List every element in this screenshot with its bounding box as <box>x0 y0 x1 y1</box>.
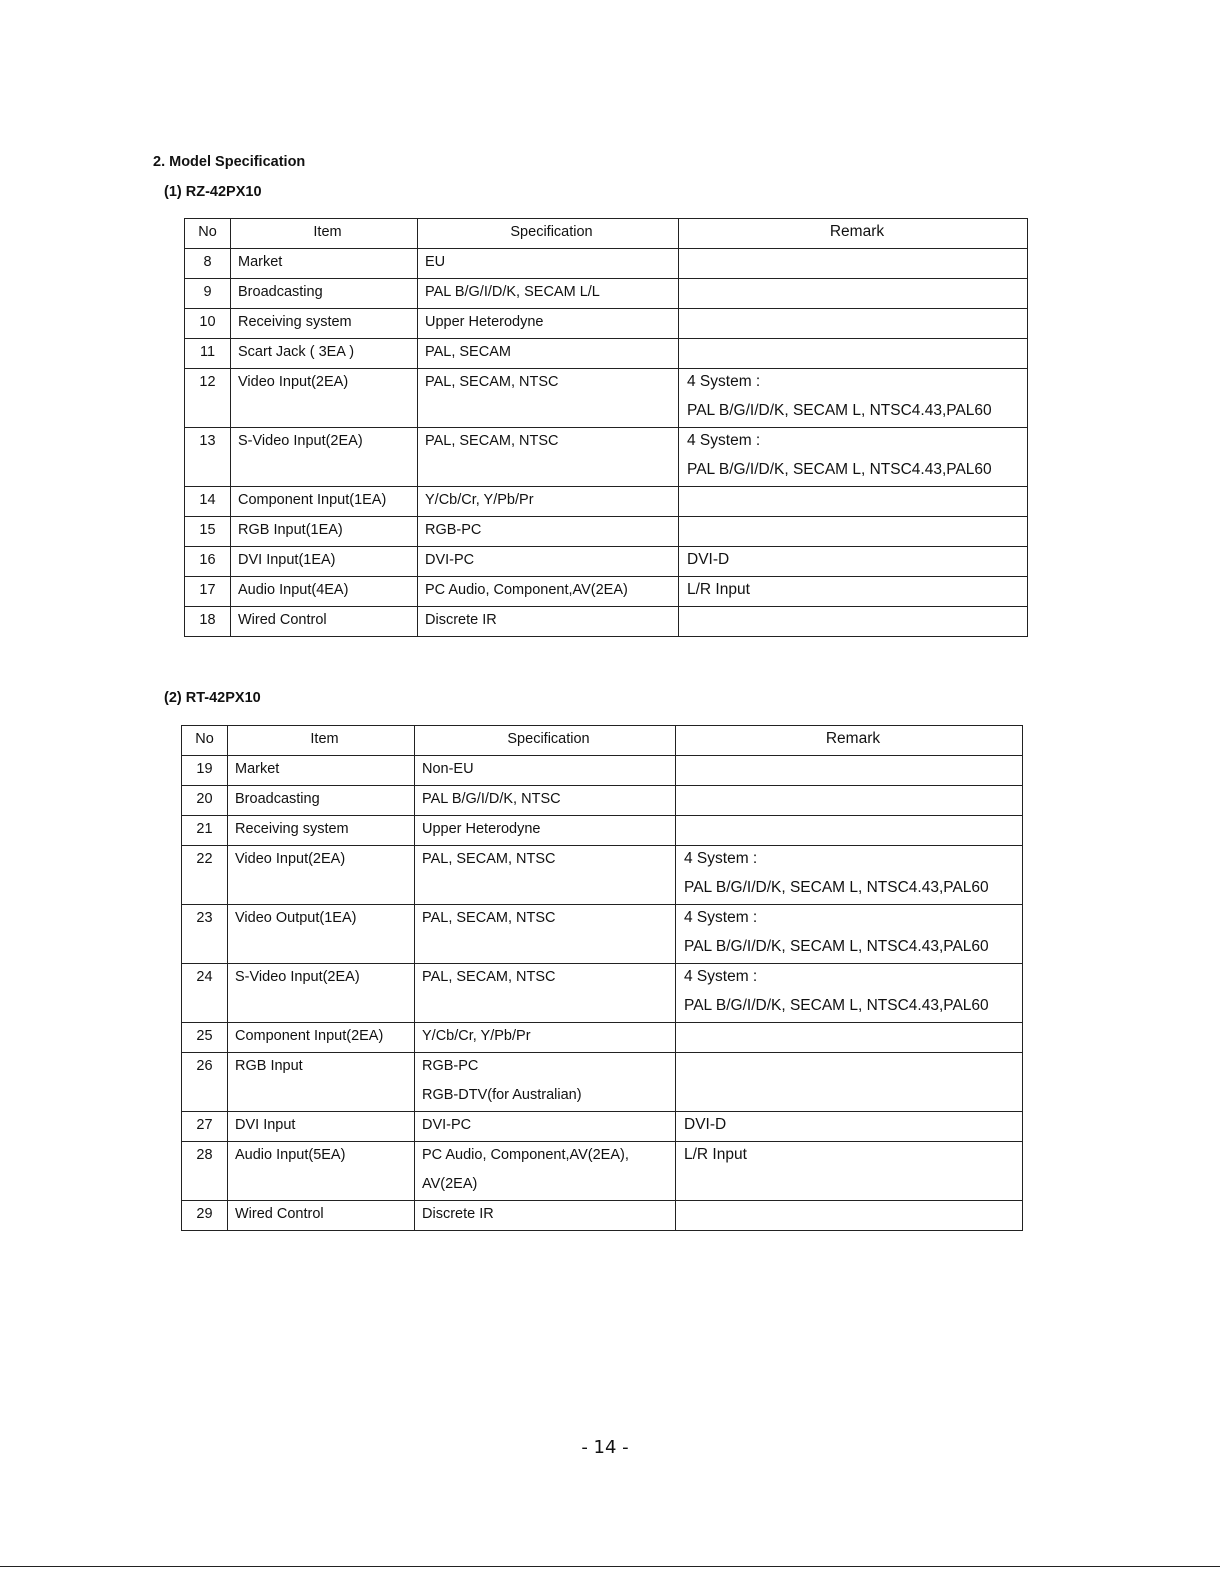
table-row <box>185 339 1028 369</box>
page-number: - 14 - <box>581 1437 629 1458</box>
row-specification <box>418 577 679 607</box>
row-item <box>228 786 415 816</box>
row-item-text: Scart Jack ( 3EA ) <box>238 344 355 360</box>
row-specification <box>415 1201 676 1231</box>
row-no <box>182 1023 228 1053</box>
row-item-text: Market <box>238 254 283 270</box>
row-no-text: 12 <box>199 374 216 390</box>
header-no-text: No <box>198 224 217 240</box>
row-item-text: Component Input(2EA) <box>235 1028 384 1044</box>
row-item-text: Wired Control <box>238 612 327 628</box>
row-remark <box>676 1053 1023 1112</box>
row-specification-text: PC Audio, Component,AV(2EA), <box>422 1147 629 1163</box>
row-specification-text: Upper Heterodyne <box>425 314 544 330</box>
row-no <box>185 249 231 279</box>
row-no <box>185 547 231 577</box>
table-row <box>185 249 1028 279</box>
row-specification <box>418 428 679 487</box>
row-no-text: 11 <box>199 344 216 360</box>
row-item-text: Broadcasting <box>235 791 320 807</box>
row-specification <box>418 369 679 428</box>
row-remark-text: 4 System : <box>687 373 761 390</box>
header-item <box>231 219 418 249</box>
header-remark-text: Remark <box>825 730 881 747</box>
row-item-text: DVI Input(1EA) <box>238 552 336 568</box>
row-item <box>228 1053 415 1112</box>
row-specification-text: Discrete IR <box>425 612 497 628</box>
row-item <box>231 369 418 428</box>
row-no <box>185 428 231 487</box>
row-specification <box>415 846 676 905</box>
row-no-text: 25 <box>196 1028 213 1044</box>
row-no <box>182 1201 228 1231</box>
row-item-text: Market <box>235 761 280 777</box>
row-item-text: DVI Input <box>235 1117 296 1133</box>
header-remark <box>676 726 1023 756</box>
row-specification-text: AV(2EA) <box>422 1176 478 1192</box>
row-remark-text: PAL B/G/I/D/K, SECAM L, NTSC4.43,PAL60 <box>684 879 989 896</box>
row-remark <box>676 1023 1023 1053</box>
row-remark <box>676 1142 1023 1201</box>
row-item <box>228 816 415 846</box>
row-remark <box>676 1112 1023 1142</box>
row-remark <box>676 816 1023 846</box>
row-specification <box>418 279 679 309</box>
row-item <box>228 756 415 786</box>
row-no-text: 14 <box>199 492 216 508</box>
row-item <box>228 846 415 905</box>
row-no <box>185 369 231 428</box>
spec-table-rz-42px10 <box>184 218 1028 637</box>
row-item-text: S-Video Input(2EA) <box>238 433 363 449</box>
row-item <box>228 1112 415 1142</box>
row-item <box>231 279 418 309</box>
row-no <box>182 1142 228 1201</box>
row-no <box>182 1112 228 1142</box>
table-row <box>182 756 1023 786</box>
row-no <box>182 1053 228 1112</box>
table-row <box>185 369 1028 428</box>
row-item-text: Receiving system <box>238 314 352 330</box>
header-item-text: Item <box>310 731 339 747</box>
row-remark <box>676 1201 1023 1231</box>
row-specification-text: Discrete IR <box>422 1206 494 1222</box>
row-no <box>182 964 228 1023</box>
row-specification <box>418 547 679 577</box>
row-specification <box>415 905 676 964</box>
row-item <box>231 309 418 339</box>
row-specification <box>418 309 679 339</box>
row-specification-text: PAL, SECAM, NTSC <box>422 910 556 926</box>
table-row <box>182 1142 1023 1201</box>
page-bottom-rule <box>0 1566 1220 1567</box>
row-specification-text: PAL B/G/I/D/K, NTSC <box>422 791 561 807</box>
row-no-text: 19 <box>196 761 213 777</box>
row-item <box>228 905 415 964</box>
table-header-row <box>182 726 1023 756</box>
row-no <box>185 487 231 517</box>
row-no-text: 20 <box>196 791 213 807</box>
row-remark-text: 4 System : <box>684 909 758 926</box>
row-no-text: 21 <box>196 821 213 837</box>
table-row <box>182 1023 1023 1053</box>
row-no <box>182 816 228 846</box>
row-no-text: 22 <box>196 851 213 867</box>
row-specification <box>415 1023 676 1053</box>
row-no-text: 10 <box>199 314 216 330</box>
row-remark <box>676 756 1023 786</box>
row-item-text: Audio Input(4EA) <box>238 582 349 598</box>
row-remark <box>679 547 1028 577</box>
row-item <box>228 1023 415 1053</box>
section-title: 2. Model Specification <box>153 154 306 170</box>
row-no-text: 8 <box>203 254 212 270</box>
row-specification-text: PAL, SECAM, NTSC <box>425 433 559 449</box>
row-remark-text: L/R Input <box>687 581 750 598</box>
row-remark <box>679 577 1028 607</box>
table-row <box>182 905 1023 964</box>
row-item-text: Video Output(1EA) <box>235 910 357 926</box>
row-specification <box>415 1053 676 1112</box>
table-row <box>185 428 1028 487</box>
row-item-text: Audio Input(5EA) <box>235 1147 346 1163</box>
row-remark-text: DVI-D <box>687 551 730 568</box>
row-remark-text: L/R Input <box>684 1146 747 1163</box>
row-no-text: 18 <box>199 612 216 628</box>
row-no-text: 27 <box>196 1117 213 1133</box>
row-specification <box>418 487 679 517</box>
table-row <box>185 517 1028 547</box>
row-no <box>185 309 231 339</box>
table-row <box>185 309 1028 339</box>
row-item <box>231 339 418 369</box>
header-specification <box>418 219 679 249</box>
table-row <box>185 487 1028 517</box>
row-specification-text: EU <box>425 254 446 270</box>
header-item <box>228 726 415 756</box>
header-remark <box>679 219 1028 249</box>
row-remark-text: PAL B/G/I/D/K, SECAM L, NTSC4.43,PAL60 <box>684 997 989 1014</box>
row-item-text: S-Video Input(2EA) <box>235 969 360 985</box>
row-remark <box>679 428 1028 487</box>
row-specification-text: PAL, SECAM, NTSC <box>425 374 559 390</box>
row-remark-text: PAL B/G/I/D/K, SECAM L, NTSC4.43,PAL60 <box>687 461 992 478</box>
table-row <box>182 1053 1023 1112</box>
row-specification <box>415 786 676 816</box>
row-item <box>228 964 415 1023</box>
row-no <box>185 517 231 547</box>
row-no-text: 24 <box>196 969 213 985</box>
row-specification <box>418 339 679 369</box>
row-specification <box>415 816 676 846</box>
row-item <box>228 1201 415 1231</box>
row-specification-text: PAL, SECAM, NTSC <box>422 969 556 985</box>
row-specification <box>415 1112 676 1142</box>
header-specification-text: Specification <box>510 224 593 240</box>
row-no-text: 16 <box>199 552 216 568</box>
row-no <box>185 339 231 369</box>
row-remark <box>679 249 1028 279</box>
row-no-text: 26 <box>196 1058 213 1074</box>
row-remark-text: PAL B/G/I/D/K, SECAM L, NTSC4.43,PAL60 <box>687 402 992 419</box>
row-item-text: RGB Input(1EA) <box>238 522 343 538</box>
row-remark <box>679 369 1028 428</box>
row-remark-text: 4 System : <box>684 968 758 985</box>
row-specification-text: Upper Heterodyne <box>422 821 541 837</box>
row-remark <box>679 517 1028 547</box>
table-row <box>185 547 1028 577</box>
row-item-text: Wired Control <box>235 1206 324 1222</box>
header-specification-text: Specification <box>507 731 590 747</box>
table-title-rt-42px10: (2) RT-42PX10 <box>164 690 261 706</box>
row-remark-text: 4 System : <box>687 432 761 449</box>
row-item <box>231 577 418 607</box>
row-no-text: 15 <box>199 522 216 538</box>
row-specification-text: RGB-PC <box>425 522 482 538</box>
row-specification-text: DVI-PC <box>422 1117 472 1133</box>
row-remark-text: DVI-D <box>684 1116 727 1133</box>
row-specification-text: Y/Cb/Cr, Y/Pb/Pr <box>425 492 534 508</box>
row-specification-text: DVI-PC <box>425 552 475 568</box>
row-specification-text: PAL B/G/I/D/K, SECAM L/L <box>425 284 600 300</box>
row-no-text: 17 <box>199 582 216 598</box>
row-item <box>231 607 418 637</box>
row-item-text: Video Input(2EA) <box>238 374 349 390</box>
row-specification-text: PAL, SECAM <box>425 344 511 360</box>
table-header-row <box>185 219 1028 249</box>
row-no-text: 9 <box>203 284 212 300</box>
table-row <box>182 786 1023 816</box>
row-specification-text: Y/Cb/Cr, Y/Pb/Pr <box>422 1028 531 1044</box>
table-row <box>185 607 1028 637</box>
row-remark <box>676 786 1023 816</box>
row-remark-text: 4 System : <box>684 850 758 867</box>
row-no <box>185 607 231 637</box>
row-specification <box>418 607 679 637</box>
row-no-text: 23 <box>196 910 213 926</box>
row-remark <box>679 487 1028 517</box>
row-item-text: Video Input(2EA) <box>235 851 346 867</box>
row-specification <box>415 1142 676 1201</box>
row-remark <box>679 279 1028 309</box>
row-item <box>231 517 418 547</box>
header-specification <box>415 726 676 756</box>
row-item <box>231 249 418 279</box>
row-specification <box>415 964 676 1023</box>
header-no <box>185 219 231 249</box>
spec-table-rt-42px10 <box>181 725 1023 1231</box>
row-no <box>185 577 231 607</box>
row-item <box>231 428 418 487</box>
table-row <box>185 279 1028 309</box>
row-no <box>182 786 228 816</box>
row-no <box>182 846 228 905</box>
row-no <box>185 279 231 309</box>
row-no <box>182 905 228 964</box>
table-title-rz-42px10: (1) RZ-42PX10 <box>164 184 262 200</box>
row-remark <box>676 905 1023 964</box>
row-remark <box>676 846 1023 905</box>
table-row <box>182 964 1023 1023</box>
row-specification <box>415 756 676 786</box>
table-row <box>182 1201 1023 1231</box>
row-remark <box>679 309 1028 339</box>
row-remark-text: PAL B/G/I/D/K, SECAM L, NTSC4.43,PAL60 <box>684 938 989 955</box>
row-no-text: 28 <box>196 1147 213 1163</box>
row-specification-text: PC Audio, Component,AV(2EA) <box>425 582 628 598</box>
row-no-text: 13 <box>199 433 216 449</box>
row-remark <box>679 339 1028 369</box>
row-item <box>231 487 418 517</box>
header-remark-text: Remark <box>829 223 885 240</box>
header-no <box>182 726 228 756</box>
header-item-text: Item <box>313 224 342 240</box>
row-specification-text: PAL, SECAM, NTSC <box>422 851 556 867</box>
header-no-text: No <box>195 731 214 747</box>
table-row <box>185 577 1028 607</box>
row-specification-text: RGB-DTV(for Australian) <box>422 1087 582 1103</box>
row-specification-text: Non-EU <box>422 761 474 777</box>
row-item-text: Component Input(1EA) <box>238 492 387 508</box>
row-specification <box>418 517 679 547</box>
row-remark <box>679 607 1028 637</box>
row-remark <box>676 964 1023 1023</box>
table-row <box>182 846 1023 905</box>
row-item-text: Broadcasting <box>238 284 323 300</box>
row-specification-text: RGB-PC <box>422 1058 479 1074</box>
row-no-text: 29 <box>196 1206 213 1222</box>
row-item-text: Receiving system <box>235 821 349 837</box>
row-specification <box>418 249 679 279</box>
row-item <box>231 547 418 577</box>
table-row <box>182 816 1023 846</box>
row-item-text: RGB Input <box>235 1058 303 1074</box>
table-row <box>182 1112 1023 1142</box>
row-no <box>182 756 228 786</box>
row-item <box>228 1142 415 1201</box>
